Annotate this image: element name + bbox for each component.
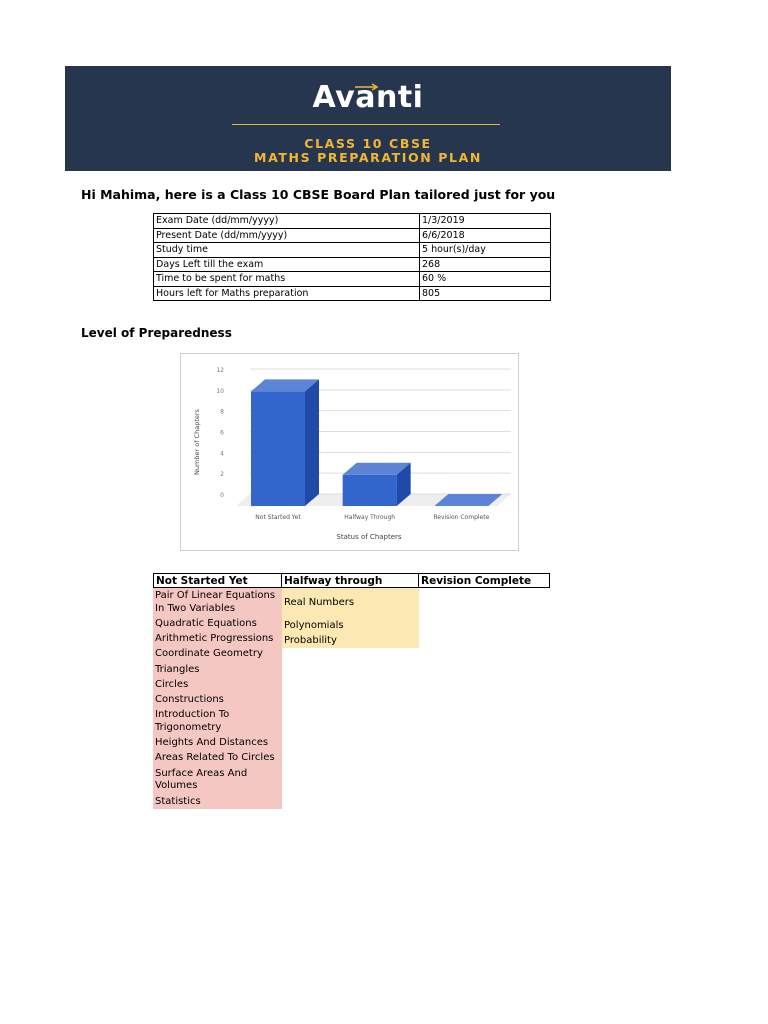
column-complete (419, 573, 550, 588)
info-label: Days Left till the exam (154, 257, 420, 272)
info-row (154, 272, 551, 287)
info-value: 60 % (420, 272, 551, 287)
greeting-heading: Hi Mahima, here is a Class 10 CBSE Board Plan tailored just for you (81, 187, 556, 202)
preparedness-chart (180, 353, 519, 551)
banner-divider (232, 124, 500, 125)
chapter-item: Statistics (155, 795, 201, 807)
banner-line-2: MATHS PREPARATION PLAN (254, 150, 482, 165)
info-label: Present Date (dd/mm/yyyy) (154, 228, 420, 243)
logo-arrow-icon (354, 83, 380, 91)
chapter-item: Probability (284, 635, 337, 647)
info-label: Exam Date (dd/mm/yyyy) (154, 214, 420, 229)
chapter-item: Coordinate Geometry (155, 648, 263, 660)
x-tick-label: Not Started Yet (255, 514, 301, 521)
chapter-item: Areas Related To Circles (155, 752, 275, 764)
chapter-item: Heights And Distances (155, 737, 269, 749)
y-tick-label: 8 (220, 408, 224, 416)
header-banner (65, 66, 671, 171)
banner-line-1: CLASS 10 CBSE (304, 136, 432, 151)
info-value: 5 hour(s)/day (420, 243, 551, 258)
y-tick-label: 6 (220, 429, 224, 437)
chapter-item: Surface Areas And Volumes (155, 767, 248, 791)
info-row (154, 228, 551, 243)
info-value: 805 (420, 286, 551, 301)
x-axis-title: Status of Chapters (336, 533, 402, 541)
y-axis-title: Number of Chapters (193, 409, 201, 475)
info-row (154, 257, 551, 272)
info-value: 268 (420, 257, 551, 272)
info-label: Study time (154, 243, 420, 258)
info-label: Hours left for Maths preparation (154, 286, 420, 301)
bar (251, 391, 305, 506)
chapter-item: Constructions (155, 693, 224, 705)
header-halfway: Halfway through (282, 573, 419, 588)
column-halfway (282, 573, 419, 648)
y-tick-label: 10 (216, 387, 224, 395)
halfway-list (282, 588, 419, 648)
not-started-list (153, 588, 282, 809)
header-complete: Revision Complete (419, 573, 550, 588)
chapter-item: Circles (155, 678, 189, 690)
preparedness-heading: Level of Preparedness (81, 326, 232, 340)
plan-info-table (153, 213, 551, 301)
avanti-logo: Avanti (312, 80, 424, 115)
y-tick-label: 2 (220, 471, 224, 479)
chapter-item: Polynomials (284, 620, 344, 631)
info-row (154, 286, 551, 301)
y-tick-label: 12 (216, 367, 224, 374)
chapter-item: Introduction To Trigonometry (155, 709, 230, 733)
bar-side (305, 379, 319, 506)
chapter-item: Quadratic Equations (155, 618, 257, 629)
info-value: 6/6/2018 (420, 228, 551, 243)
x-tick-label: Revision Complete (433, 514, 490, 521)
bar (343, 475, 397, 506)
y-tick-label: 0 (220, 492, 224, 499)
info-row (154, 243, 551, 258)
chart-svg (181, 354, 518, 550)
info-row (154, 214, 551, 229)
y-tick-label: 4 (220, 450, 224, 458)
chapter-item: Arithmetic Progressions (155, 633, 274, 645)
chapter-item: Triangles (155, 663, 200, 675)
x-tick-label: Halfway Through (344, 514, 396, 521)
chapter-item: Real Numbers (284, 597, 355, 608)
info-value: 1/3/2019 (420, 214, 551, 229)
chapter-item: Pair Of Linear Equations In Two Variables (155, 590, 276, 614)
header-not-started: Not Started Yet (153, 573, 282, 588)
info-label: Time to be spent for maths (154, 272, 420, 287)
column-not-started (153, 573, 282, 809)
